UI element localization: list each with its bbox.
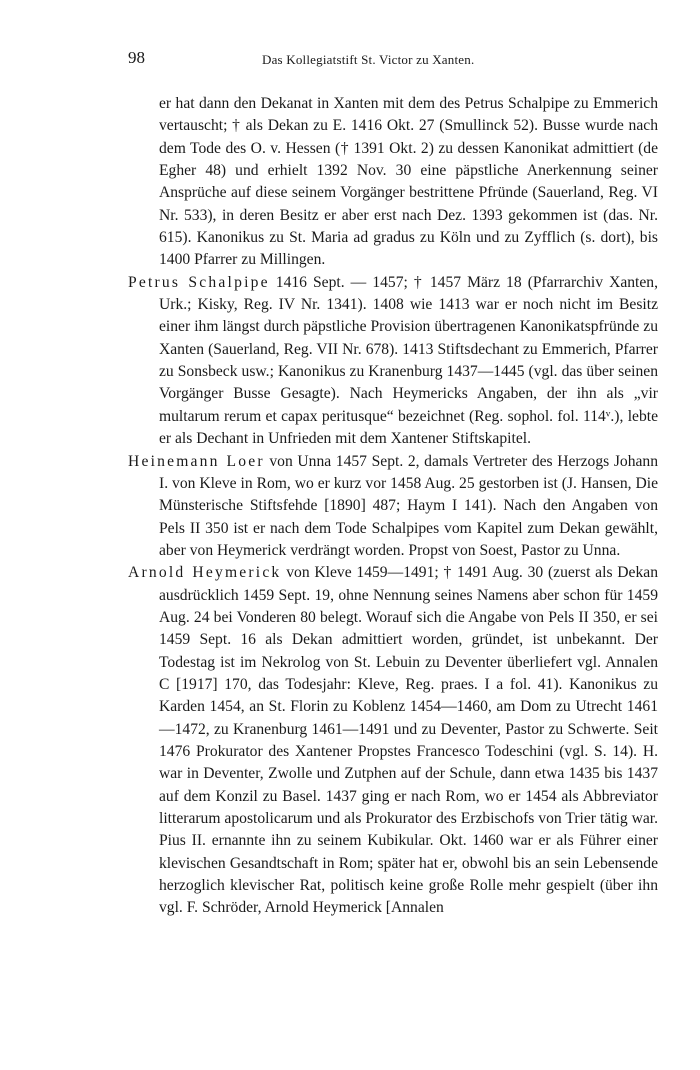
entry-name: Petrus Schalpipe bbox=[128, 273, 270, 291]
entry-name: Arnold Heymerick bbox=[128, 564, 282, 582]
entry-arnold-heymerick bbox=[128, 562, 658, 920]
entry-heinemann-loer bbox=[128, 451, 658, 563]
running-title: Das Kollegiatstift St. Victor zu Xanten. bbox=[262, 52, 475, 67]
entry-petrus-schalpipe bbox=[128, 272, 658, 451]
entry-text: 1416 Sept. — 1457; † 1457 März 18 (Pfarrarchiv Xanten, Urk.; Kisky, Reg. IV Nr. 1341). 1408 wie 1413 war er noch nicht im Besitz einer ihm längst durch päpstliche Provision übertragenen Kanonikatspfründe zu Xanten (Sauerland, Reg. VII Nr. 678). 1413 Stiftsdechant zu Emmerich, Pfarrer zu Sonsbeck usw.; Kanonikus zu Kranenburg 1437—1445 (vgl. das über seinen Vorgänger Busse Gesagte). Nach Heymericks Angaben, der ihn als „vir multarum rerum et capax peritusque“ bezeichnet (Reg. sophol. fol. 114ᵛ.), lebte er als Dechant in Unfrieden mit dem Xantener Stiftskapitel. bbox=[159, 273, 658, 448]
page-number: 98 bbox=[128, 48, 145, 67]
entry-name: Heinemann Loer bbox=[128, 452, 265, 470]
entry-text: von Unna 1457 Sept. 2, damals Vertreter des Herzogs Johann I. von Kleve in Rom, wo er kurz vor 1458 Aug. 25 gestorben ist (J. Hansen, Die Münsterische Stiftsfehde [1890] 487; Haym I 141). Nach den Angaben von Pels II 350 ist er nach dem Tode Schalpipes vom Kapitel zum Dekan gewählt, aber von Heymerick verdrängt worden. Propst von Soest, Pastor zu Unna. bbox=[159, 452, 658, 559]
entry-busse-continuation bbox=[128, 93, 658, 272]
page-body bbox=[128, 93, 658, 920]
entry-text: er hat dann den Dekanat in Xanten mit dem des Petrus Schalpipe zu Emmerich vertauscht; † als Dekan zu E. 1416 Okt. 27 (Smullinck 52). Busse wurde nach dem Tode des O. v. Hessen († 1391 Okt. 2) zu dessen Kanonikat admittiert (de Egher 48) und erhielt 1392 Nov. 30 eine päpstliche Anerkennung seiner Ansprüche auf diese seinem Vorgänger bestrittene Pfründe (Sauerland, Reg. VI Nr. 533), in deren Besitz er aber erst nach Dez. 1393 gekommen ist (das. Nr. 615). Kanonikus zu St. Maria ad gradus zu Köln und zu Zyfflich (s. dort), bis 1400 Pfarrer zu Millingen. bbox=[159, 95, 658, 269]
entry-text: von Kleve 1459—1491; † 1491 Aug. 30 (zuerst als Dekan ausdrücklich 1459 Sept. 19, ohne Nennung seines Namens aber schon für 1459 Aug. 24 bei Vonderen 80 belegt. Worauf sich die Angabe von Pels II 350, er sei 1459 Sept. 16 als Dekan admittiert worden, gründet, ist unbekannt. Der Todestag ist im Nekrolog von St. Lebuin zu Deventer überliefert vgl. Annalen C [1917] 170, das Todesjahr: Kleve, Reg. praes. I a fol. 41). Kanonikus zu Karden 1454, an St. Florin zu Koblenz 1454—1460, am Dom zu Utrecht 1461—1472, zu Kranenburg 1461—1491 und zu Deventer, Pastor zu Schwerte. Seit 1476 Prokurator des Xantener Propstes Francesco Todeschini (vgl. S. 14). H. war in Deventer, Zwolle und Zutphen auf der Schule, dann etwa 1435 bis 1437 auf dem Konzil zu Basel. 1437 ging er nach Rom, wo er 1454 als Abbreviator litterarum apostolicarum und als Prokurator des Erzbischofs von Trier tätig war. Pius II. ernannte ihn zu seinem Kubikular. Okt. 1460 war er als Führer einer klevischen Gesandtschaft in Rom; später hat er, obwohl bis an sein Lebensende herzoglich klevischer Rat, politisch keine große Rolle mehr gespielt (über ihn vgl. F. Schröder, Arnold Heymerick [Annalen bbox=[159, 564, 658, 917]
